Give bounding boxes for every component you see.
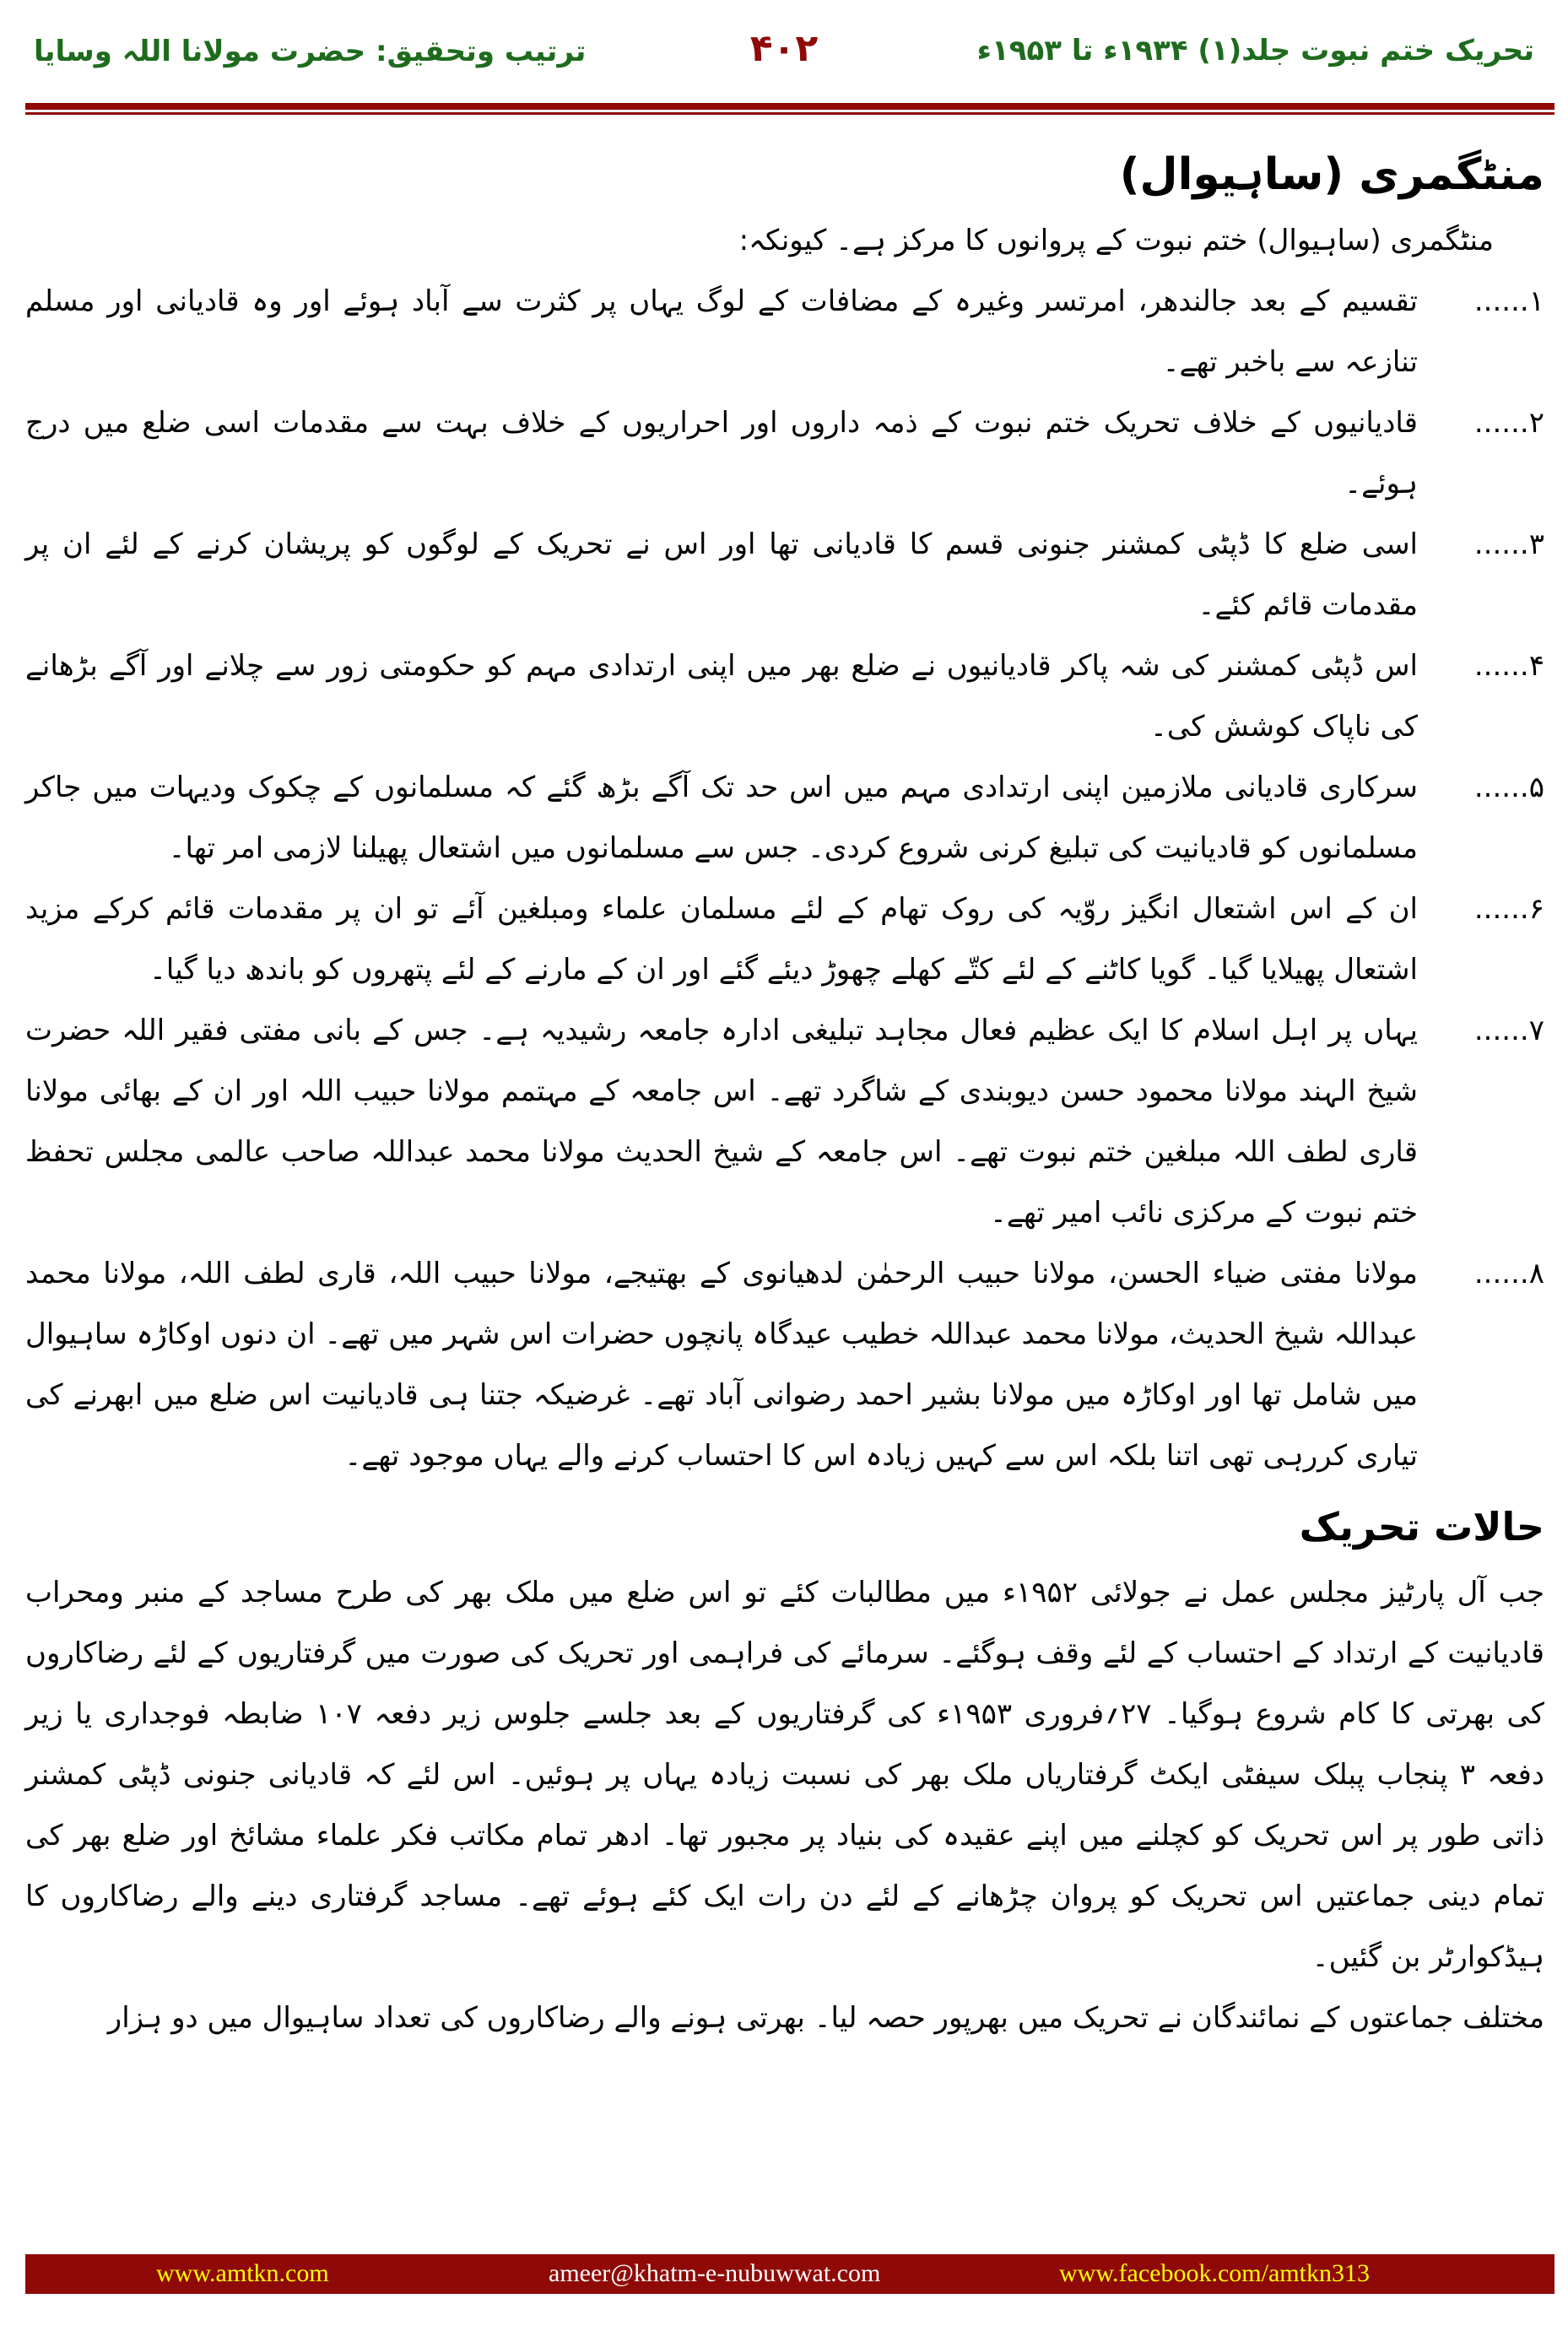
paragraph: مختلف جماعتوں کے نمائندگان نے تحریک میں بھرپور حصہ لیا۔ بھرتی ہونے والے رضاکاروں کی تعداد ساہیوال میں دو ہزار [107, 2001, 1544, 2035]
list-item-number: ۶...... [1473, 892, 1544, 926]
list-item [25, 757, 1544, 879]
list-item [25, 1243, 1544, 1486]
list-item-text: اسی ضلع کا ڈپٹی کمشنر جنونی قسم کا قادیانی تھا اور اس نے تحریک کے لوگوں کو پریشان کرنے کے لئے ان پر مقدمات قائم کئے۔ [25, 527, 1418, 622]
section-title: منٹگمری (ساہیوال) [1119, 149, 1544, 200]
list-item-number: ۷...... [1473, 1014, 1544, 1047]
section-intro: منٹگمری (ساہیوال) ختم نبوت کے پروانوں کا مرکز ہے۔ کیونکہ: [738, 224, 1494, 257]
list-item-number: ۲...... [1473, 406, 1544, 440]
list-item [25, 271, 1544, 392]
website-link[interactable]: www.amtkn.com [156, 2259, 329, 2287]
book-title: تحریک ختم نبوت جلد(۱) ۱۹۳۴ء تا ۱۹۵۳ء [976, 34, 1534, 68]
page-body [25, 139, 1544, 2048]
section-heading: حالات تحریک [1299, 1504, 1544, 1550]
paragraph: جب آل پارٹیز مجلس عمل نے جولائی ۱۹۵۲ء میں مطالبات کئے تو اس ضلع میں ملک بھر کی طرح مساجد کے منبر ومحراب قادیانیت کے ارتداد کے احتساب کے لئے وقف ہوگئے۔ سرمائے کی فراہمی اور تحریک کی صورت میں گرفتاریوں کے لئے رضاکاروں کی بھرتی کا کام شروع ہوگیا۔ ۲۷؍فروری ۱۹۵۳ء کی گرفتاریوں کے بعد جلسے جلوس زیر دفعہ ۱۰۷ ضابطہ فوجداری یا زیر دفعہ ۳ پنجاب پبلک سیفٹی ایکٹ گرفتاریاں ملک بھر کی نسبت زیادہ یہاں پر ہوئیں۔ اس لئے کہ قادیانی جنونی ڈپٹی کمشنر ذاتی طور پر اس تحریک کو کچلنے میں اپنے عقیدہ کی بنیاد پر مجبور تھا۔ ادھر تمام مکاتب فکر علماء مشائخ اور ضلع بھر کی تمام دینی جماعتیں اس تحریک کو پروان چڑھانے کے لئے دن رات ایک کئے ہوئے تھے۔ مساجد گرفتاری دینے والے رضاکاروں کا ہیڈکوارٹر بن گئیں۔ [25, 1576, 1544, 1974]
page-number: ۴۰۲ [749, 27, 819, 70]
list-item [25, 636, 1544, 757]
header-rule-thin [25, 112, 1554, 115]
list-item-number: ۸...... [1473, 1257, 1544, 1290]
email-link[interactable]: ameer@khatm-e-nubuwwat.com [549, 2259, 881, 2287]
list-item-text: اس ڈپٹی کمشنر کی شہ پاکر قادیانیوں نے ضلع بھر میں اپنی ارتدادی مہم کو حکومتی زور سے چلانے اور آگے بڑھانے کی ناپاک کوشش کی۔ [25, 649, 1418, 744]
list-item-number: ۱...... [1473, 284, 1544, 318]
list-item-text: قادیانیوں کے خلاف تحریک ختم نبوت کے ذمہ داروں اور احراریوں کے خلاف بہت سے مقدمات اسی ضلع میں درج ہوئے۔ [25, 406, 1418, 500]
numbered-list [25, 271, 1544, 1486]
facebook-link[interactable]: www.facebook.com/amtkn313 [1059, 2259, 1370, 2287]
list-item-text: مولانا مفتی ضیاء الحسن، مولانا حبیب الرحمٰن لدھیانوی کے بھتیجے، مولانا حبیب اللہ، قاری لطف اللہ، مولانا محمد عبداللہ شیخ الحدیث، مولانا محمد عبداللہ خطیب عیدگاہ پانچوں حضرات اس شہر میں تھے۔ ان دنوں اوکاڑہ ساہیوال میں شامل تھا اور اوکاڑہ میں مولانا بشیر احمد رضوانی آباد تھے۔ غرضیکہ جتنا ہی قادیانیت اس ضلع میں ابھرنے کی تیاری کررہی تھی اتنا بلکہ اس سے کہیں زیادہ اس کا احتساب کرنے والے یہاں موجود تھے۔ [25, 1257, 1418, 1473]
section-paragraphs [25, 1562, 1544, 2048]
list-item [25, 514, 1544, 636]
footer-bar [25, 2254, 1554, 2294]
list-item [25, 879, 1544, 1000]
list-item-number: ۴...... [1473, 649, 1544, 683]
list-item-text: سرکاری قادیانی ملازمین اپنی ارتدادی مہم میں اس حد تک آگے بڑھ گئے کہ مسلمانوں کے چکوک ودیہات میں جاکر مسلمانوں کو قادیانیت کی تبلیغ کرنی شروع کردی۔ جس سے مسلمانوں میں اشتعال پھیلنا لازمی امر تھا۔ [25, 771, 1418, 865]
list-item-number: ۵...... [1473, 771, 1544, 804]
list-item-text: یہاں پر اہل اسلام کا ایک عظیم فعال مجاہد تبلیغی ادارہ جامعہ رشیدیہ ہے۔ جس کے بانی مفتی فقیر اللہ حضرت شیخ الہند مولانا محمود حسن دیوبندی کے شاگرد تھے۔ اس جامعہ کے مہتمم مولانا حبیب اللہ اور ان کے بھائی مولانا قاری لطف اللہ مبلغین ختم نبوت تھے۔ اس جامعہ کے شیخ الحدیث مولانا محمد عبداللہ صاحب عالمی مجلس تحفظ ختم نبوت کے مرکزی نائب امیر تھے۔ [25, 1014, 1418, 1230]
list-item [25, 1000, 1544, 1243]
list-item [25, 392, 1544, 514]
list-item-text: تقسیم کے بعد جالندھر، امرتسر وغیرہ کے مضافات کے لوگ یہاں پر کثرت سے آباد ہوئے اور وہ قادیانی اور مسلم تنازعہ سے باخبر تھے۔ [25, 284, 1418, 379]
compiler-credit: ترتیب وتحقیق: حضرت مولانا اللہ وسایا [34, 35, 587, 68]
list-item-number: ۳...... [1473, 527, 1544, 561]
header-rule-thick [25, 103, 1554, 110]
list-item-text: ان کے اس اشتعال انگیز روّیہ کی روک تھام کے لئے مسلمان علماء ومبلغین آئے تو ان پر مقدمات قائم کرکے مزید اشتعال پھیلایا گیا۔ گویا کاٹنے کے لئے کتّے کھلے چھوڑ دیئے گئے اور ان کے مارنے کے لئے پتھروں کو باندھ دیا گیا۔ [25, 892, 1418, 987]
